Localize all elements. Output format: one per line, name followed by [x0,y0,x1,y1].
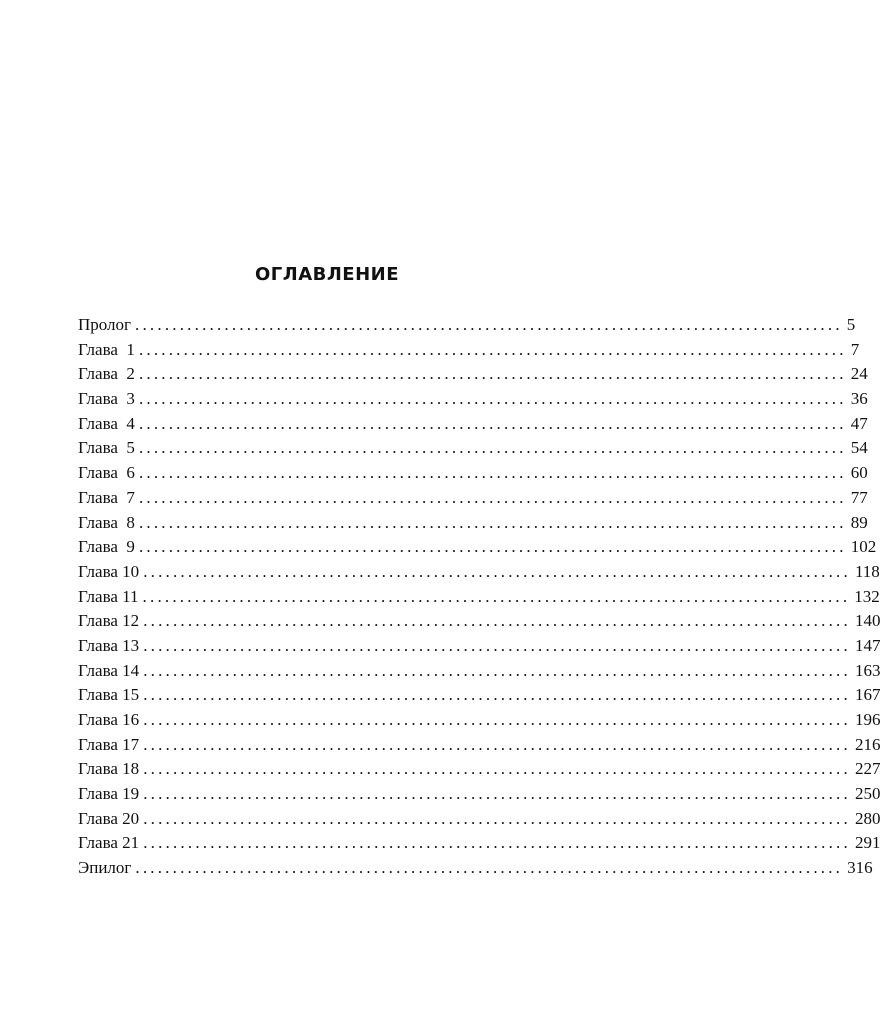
toc-page-number: 77 [850,487,868,507]
toc-entry [78,362,868,387]
toc-page-number: 167 [854,685,880,705]
toc-entry [78,831,880,856]
toc-entry [78,782,880,807]
toc-entry-label: Глава 11 [78,586,139,606]
toc-entry-label: Глава 13 [78,635,140,655]
toc-entry-label: Глава 14 [78,660,140,680]
toc-page-number: 216 [854,734,880,754]
dot-leader: ............................................................................................... [143,611,851,631]
dot-leader: ............................................................................................... [135,315,843,334]
toc-entry-label: Глава 19 [78,784,140,804]
toc-entry-label: Глава 8 [78,512,135,532]
dot-leader: ............................................................................................... [138,438,847,458]
toc-entry [78,436,868,461]
toc-entry-label: Глава 1 [78,339,135,359]
toc-entry [78,313,856,338]
dot-leader: ............................................................................................... [138,339,847,359]
toc-entry-label: Глава 15 [78,685,140,705]
toc-entry [78,659,880,684]
toc-entry-label: Глава 10 [78,561,140,581]
dot-leader: ............................................................................................... [143,784,851,804]
toc-entry-label: Пролог [78,315,132,334]
toc-page-number: 132 [854,586,880,606]
dot-leader: ............................................................................................... [138,487,847,507]
page-title: ОГЛАВЛЕНИЕ [254,264,400,285]
dot-leader: ............................................................................................... [135,858,844,878]
toc-entry-label: Глава 9 [78,537,135,557]
toc-entry-label: Глава 4 [78,413,135,433]
toc-page-number: 54 [850,438,868,458]
dot-leader: ............................................................................................... [143,734,851,754]
toc-entry [78,634,880,659]
dot-leader: ............................................................................................... [138,537,847,557]
toc-entry-label: Эпилог [78,858,132,878]
dot-leader: ............................................................................................... [143,710,851,729]
table-of-contents [78,313,880,881]
toc-entry [78,511,868,536]
toc-page-number: 227 [854,759,880,779]
dot-leader: ............................................................................................... [143,759,851,779]
toc-page-number: 291 [854,833,880,853]
dot-leader: ............................................................................................... [138,389,847,409]
dot-leader: ............................................................................................... [138,463,847,483]
toc-page-number: 250 [854,784,880,804]
toc-entry [78,757,880,782]
dot-leader: ............................................................................................... [142,586,851,606]
dot-leader: ............................................................................................... [143,685,851,705]
toc-entry-label: Глава 20 [78,808,140,828]
toc-entry [78,461,868,486]
toc-entry [78,535,877,560]
toc-page-number: 118 [854,561,880,581]
toc-entry [78,733,880,758]
dot-leader: ............................................................................................... [143,808,851,828]
toc-entry [78,560,880,585]
toc-entry [78,683,880,708]
toc-page-number: 89 [850,512,868,532]
toc-entry [78,807,880,832]
dot-leader: ............................................................................................... [143,833,851,853]
dot-leader: ............................................................................................... [138,413,847,433]
toc-entry-label: Глава 3 [78,389,135,409]
dot-leader: ............................................................................................... [138,512,847,532]
dot-leader: ............................................................................................... [143,660,851,680]
toc-page-number: 163 [854,660,880,680]
toc-page-number: 5 [846,315,856,334]
dot-leader: ............................................................................................... [143,635,851,655]
toc-page-number: 280 [854,808,880,828]
toc-entry-label: Глава 12 [78,611,140,631]
toc-page-number: 140 [854,611,880,631]
toc-entry [78,708,880,733]
toc-entry [78,486,868,511]
toc-page-number: 7 [850,339,860,359]
toc-entry-label: Глава 6 [78,463,135,483]
toc-entry [78,338,860,363]
toc-entry-label: Глава 2 [78,364,135,384]
dot-leader: ............................................................................................... [138,364,847,384]
toc-entry-label: Глава 16 [78,710,140,729]
toc-page-number: 24 [850,364,868,384]
toc-page-number: 36 [850,389,868,409]
toc-entry-label: Глава 7 [78,487,135,507]
toc-entry [78,387,868,412]
toc-entry-label: Глава 5 [78,438,135,458]
toc-entry-label: Глава 17 [78,734,140,754]
dot-leader: ............................................................................................... [143,561,851,581]
toc-entry-label: Глава 21 [78,833,140,853]
toc-entry [78,609,880,634]
toc-page-number: 196 [854,710,880,729]
toc-page-number: 316 [847,858,873,878]
toc-entry [78,585,880,610]
toc-page-number: 147 [854,635,880,655]
toc-page-number: 47 [850,413,868,433]
toc-page-number: 60 [850,463,868,483]
toc-entry [78,412,868,437]
toc-entry-label: Глава 18 [78,759,140,779]
toc-entry [78,856,873,881]
toc-page-number: 102 [850,537,877,557]
